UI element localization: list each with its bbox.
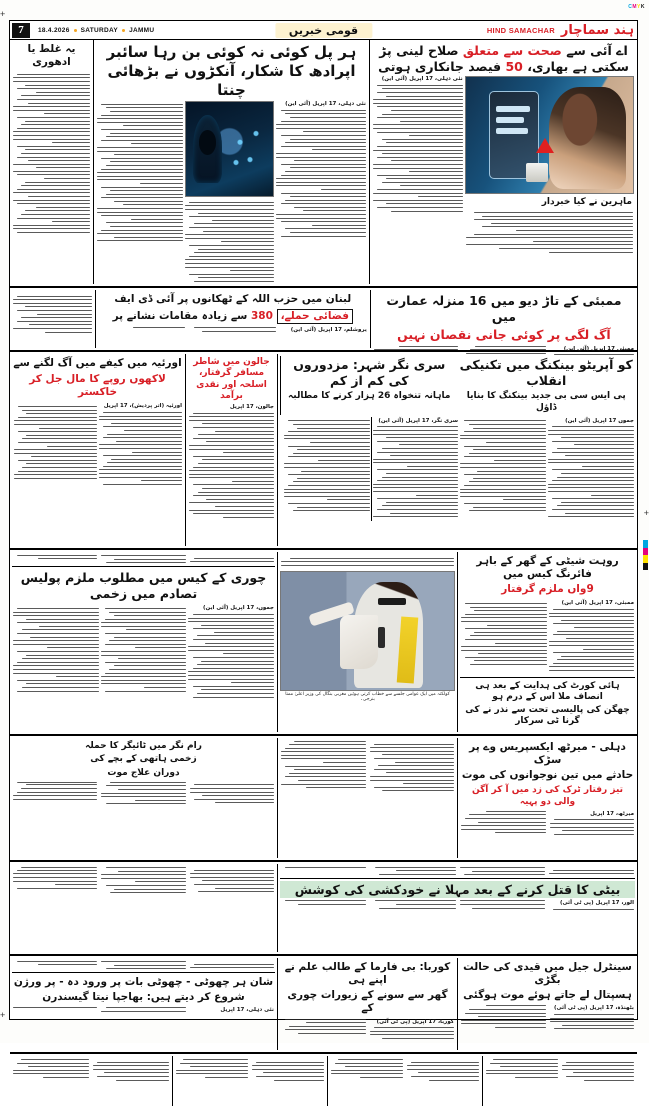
meerut-headline-red: تیز رفتار ٹرک کی زد میں آ کر آگن والی دو پہیہ — [471, 785, 624, 807]
lebanon-sidebar — [10, 290, 95, 348]
publication-day: SATURDAY — [80, 26, 119, 34]
woman-photo-graphic — [549, 87, 626, 189]
auraiya-body-1 — [98, 402, 183, 488]
band-fifth — [10, 738, 637, 858]
ramnagar-headline-line3: دوران علاج موت — [107, 767, 180, 778]
band-sixth — [10, 864, 637, 952]
crop-mark-middle-right: + — [643, 508, 649, 518]
lebanon-dateline: یروشلم، 17 اپریل (آئی این) — [290, 327, 367, 334]
ai-health-body-left: ماہرین نے کیا خبردار — [465, 194, 634, 257]
lebanon-hl-red: فضائی حملے، — [277, 309, 353, 324]
theft-body-2 — [100, 604, 188, 701]
face-shadow-graphic — [199, 130, 217, 154]
article-srinagar-wages — [280, 356, 458, 415]
dateline — [38, 27, 154, 34]
edition-city: JAMMU — [129, 26, 155, 34]
shaan-dateline: نئی دہلی، 17 اپریل — [220, 1007, 274, 1014]
page-number: 7 — [12, 23, 30, 38]
article-shaan — [10, 958, 277, 1050]
rohit-dateline: ممبئی، 17 اپریل (آئی این) — [561, 600, 634, 607]
band-mumbai-lebanon — [10, 290, 637, 352]
bottom-col-4 — [10, 1056, 172, 1106]
rohit-body-1 — [548, 599, 636, 674]
mamata-rally-photo — [280, 571, 455, 691]
band-bottom-continuation — [10, 1056, 637, 1106]
section-flag: قومی خبریں — [275, 23, 372, 38]
mamata-photo-caption: کولکتہ میں ایک عوامی جلسے سے خطاب کرتی ہوئیں مغربی بنگال کی وزیر اعلیٰ ممتا بنرجی۔ — [285, 692, 450, 703]
article-coop-bank — [458, 356, 636, 415]
meerut-headline-line2 — [460, 768, 635, 783]
ramnagar-headline-line2: زخمی ہاتھی کے بچے کی — [90, 754, 197, 765]
article-theft-police — [10, 552, 277, 732]
coop-bank-headline-line2: پی ایس سی بی جدید بینکنگ کا بنایا ڈاؤل — [466, 391, 626, 413]
cyber-dateline: نئی دہلی، 17 اپریل (آئی این) — [285, 101, 366, 108]
meerut-hl2: حادثے میں تین نوجوانوں کی موت — [461, 769, 634, 782]
brand-name-english: HIND SAMACHAR — [486, 25, 555, 35]
masthead — [10, 21, 637, 40]
bottom-col-2 — [327, 1056, 482, 1106]
pharma-headline-line1: کوربا: بی فارما کے طالب علم نے اپنے ہی — [284, 961, 451, 987]
cyber-body-col1 — [275, 100, 367, 305]
ai-health-photo — [465, 76, 634, 194]
jail-dateline: بٹھنڈہ، 17 اپریل (پی ٹی آئی) — [553, 1005, 634, 1012]
cyber-photo-wrap — [184, 100, 276, 305]
auraiya-headline-line1: اورئیہ میں کیفے میں آگ لگنے سے — [13, 357, 182, 369]
mumbai-fire-headline-line2: آگ لگی پر کوئی جانی نقصان نہیں — [397, 327, 611, 343]
cmyk-k: K — [640, 4, 645, 10]
group-coop-srinagar — [277, 354, 637, 546]
coop-body-1 — [547, 417, 635, 521]
rohit-headline-line2 — [460, 582, 635, 597]
pharma-headline-line2 — [280, 988, 455, 1016]
digital-network-graphic — [228, 119, 268, 177]
brand-name-urdu: ہند سماچار — [560, 22, 634, 38]
lebanon-hl-rest: سے زیادہ مقامات نشانے پر — [112, 310, 248, 323]
page-frame — [9, 20, 638, 1025]
coop-dateline: جموں 17 اپریل (آئی این) — [565, 417, 634, 424]
mumbai-fire-dateline: ممبئی 17 اپریل (آئی این) — [563, 345, 634, 352]
lebanon-headline-line1: لبنان میں حزب اللہ کے ٹھکانوں پر آئی ڈی ایف — [114, 293, 352, 305]
separator-dot-2 — [122, 29, 125, 32]
article-lebanon — [95, 290, 370, 348]
article-ram-nagar — [10, 738, 277, 858]
ramnagar-headline-line1: رام نگر میں ٹائیگر کا حملہ — [85, 741, 202, 751]
article-cyber-crime — [93, 40, 369, 284]
shaan-headline-line1: شان ہر چھوٹی - چھوٹی بات پر ورود دہ - پر ورژن — [13, 976, 274, 989]
article-jalaun — [185, 354, 277, 546]
srinagar-headline-line1: سری نگر شہر: مزدوروں کی کم از کم — [293, 357, 446, 388]
jalaun-headline: جالون میں شاطر مسافر گرفتار، اسلحہ اور نقدی برآمد — [193, 357, 270, 401]
crop-mark-top-left: + — [0, 9, 6, 19]
rohit-body-2 — [460, 599, 548, 674]
coop-bank-headline-line1: کو آپریٹو بینکنگ میں تکنیکی انقلاب — [459, 357, 633, 388]
ai-health-body-right — [372, 75, 464, 275]
ai-hl-p3: فیصد جانکاری ہوتی — [378, 58, 502, 74]
jalaun-dateline: جالون، 17 اپریل — [229, 404, 274, 410]
srinagar-dateline: سری نگر، 17 اپریل (آئی این) — [378, 417, 458, 424]
article-delhi-meerut — [457, 738, 637, 858]
theft-body-3 — [12, 604, 100, 701]
mumbai-fire-headline-line1: ممبئی کے تاڑ دیو میں 16 منزلہ عمارت میں — [386, 293, 622, 324]
meerut-dateline: میرٹھ، 17 اپریل — [590, 810, 634, 817]
highcourt-headline-line1: ہائی کورٹ کی ہدایت کے بعد ہی انصاف ملا اس کے درم ہو — [475, 680, 620, 702]
rohit-hl-rest: واں ملزم گرفتار — [501, 583, 587, 596]
srinagar-body-2 — [283, 417, 371, 521]
lebanon-hl-num: 380 — [250, 310, 273, 323]
coop-body-2 — [459, 417, 547, 521]
crop-mark-bottom-left: + — [0, 1010, 6, 1020]
cmyk-registration-mark — [628, 4, 645, 10]
rohit-headline-line1: روہت شیٹی کے گھر کے باہر فائرنگ کیس میں — [476, 555, 619, 581]
lebanon-headline-line2 — [98, 308, 368, 325]
article-mumbai-fire — [370, 290, 637, 352]
band-seventh — [10, 958, 637, 1050]
suicide-headline: بیٹی کا قتل کرنے کے بعد مہلا نے خودکشی کی کوشش — [280, 881, 635, 899]
top-band — [10, 40, 637, 284]
warning-triangle-icon — [536, 138, 554, 153]
shaan-headline-line2: شروع کر دیتے ہیں: بھاجپا نیتا گیسندرن — [42, 991, 245, 1004]
theft-dateline: جموں، 17 اپریل (آئی این) — [202, 605, 274, 612]
article-editorial-left — [10, 40, 93, 284]
ai-hl-red: صحت سے متعلق — [462, 43, 562, 58]
suicide-dateline: الور، 17 اپریل (پی ٹی آئی) — [559, 900, 634, 907]
cmyk-y: Y — [637, 4, 641, 10]
srinagar-headline-line2: ماہانہ تنخواہ 26 ہزار کرنے کا مطالبہ — [288, 391, 451, 402]
article-auraiya-fire — [10, 354, 185, 546]
shawl-graphic — [340, 615, 378, 669]
srinagar-body-1 — [371, 417, 459, 521]
article-pharma-theft — [277, 958, 457, 1050]
rohit-hl-num: 9 — [586, 583, 594, 596]
meerut-extra-column — [277, 738, 457, 858]
auraiya-dateline: اورئیہ (اتر پردیش)، 17 اپریل — [103, 403, 182, 410]
publication-date: 18.4.2026 — [38, 26, 70, 34]
theft-police-headline: چوری کے کیس میں مطلوب ملزم پولیس تصادم میں زخمی — [20, 570, 267, 601]
editorial-headline: یہ غلط یا ادھوری — [27, 43, 76, 69]
cyber-body-col3 — [96, 100, 184, 305]
article-suicide — [277, 864, 637, 952]
separator-dot-1 — [74, 29, 77, 32]
cmyk-m: M — [632, 4, 638, 10]
pharma-dateline: کوربا، 17 اپریل (پی ٹی آئی) — [376, 1018, 454, 1025]
theft-body-1 — [187, 604, 275, 701]
cmyk-c: C — [628, 4, 633, 10]
ai-health-headline — [372, 42, 635, 75]
group-mamata-photo — [277, 552, 457, 732]
pharma-hl2: گھر سے سونے کے زیورات چوری کے — [287, 989, 448, 1015]
suicide-right-columns — [10, 864, 277, 952]
cyber-hacker-photo — [185, 101, 275, 197]
brand-logo — [487, 23, 634, 38]
eyeglasses-graphic — [378, 598, 406, 605]
ai-health-photo-wrap — [464, 75, 635, 275]
microphone-graphic — [378, 627, 385, 648]
auraiya-body-2 — [13, 402, 98, 488]
article-ai-health — [369, 40, 637, 284]
article-rohit-shetty — [457, 552, 637, 732]
ai-health-dateline: نئی دہلی، 17 اپریل (آئی این) — [381, 76, 463, 83]
article-jail-death — [457, 958, 637, 1050]
auraiya-headline-line2: لاکھوں روپے کا مال جل کر خاکستر — [29, 373, 166, 399]
highcourt-headline-line2: چھگن کی پالیسی تحت سے نذر نے کی گرنا ٹی سرکار — [465, 705, 630, 727]
medicine-bottle-graphic — [526, 163, 548, 182]
jail-headline-line1: سینٹرل جیل میں قیدی کی حالت بگڑی — [463, 961, 632, 987]
bottom-col-3 — [172, 1056, 327, 1106]
jail-headline-line2: ہسپتال لے جاتے ہوئے موت ہوگئی — [463, 989, 632, 1002]
band-third — [10, 354, 637, 546]
bottom-col-1 — [482, 1056, 637, 1106]
band-fourth — [10, 552, 637, 732]
ai-hl-p1: اے آئی سے — [566, 43, 628, 58]
meerut-headline-line1: دہلی - میرٹھ ایکسپریس وے پر سڑک — [469, 741, 626, 767]
ai-hl-num: 50 — [505, 58, 523, 74]
color-calibration-bar — [643, 540, 648, 570]
cyber-headline: ہر پل کوئی نہ کوئی بن رہا سائبر اپرادھ کا شکار، آنکڑوں نے بڑھائی چنتا — [106, 43, 357, 99]
ai-hl-p2: صلاح لینی پڑ سکتی ہے بھاری، — [379, 43, 629, 74]
